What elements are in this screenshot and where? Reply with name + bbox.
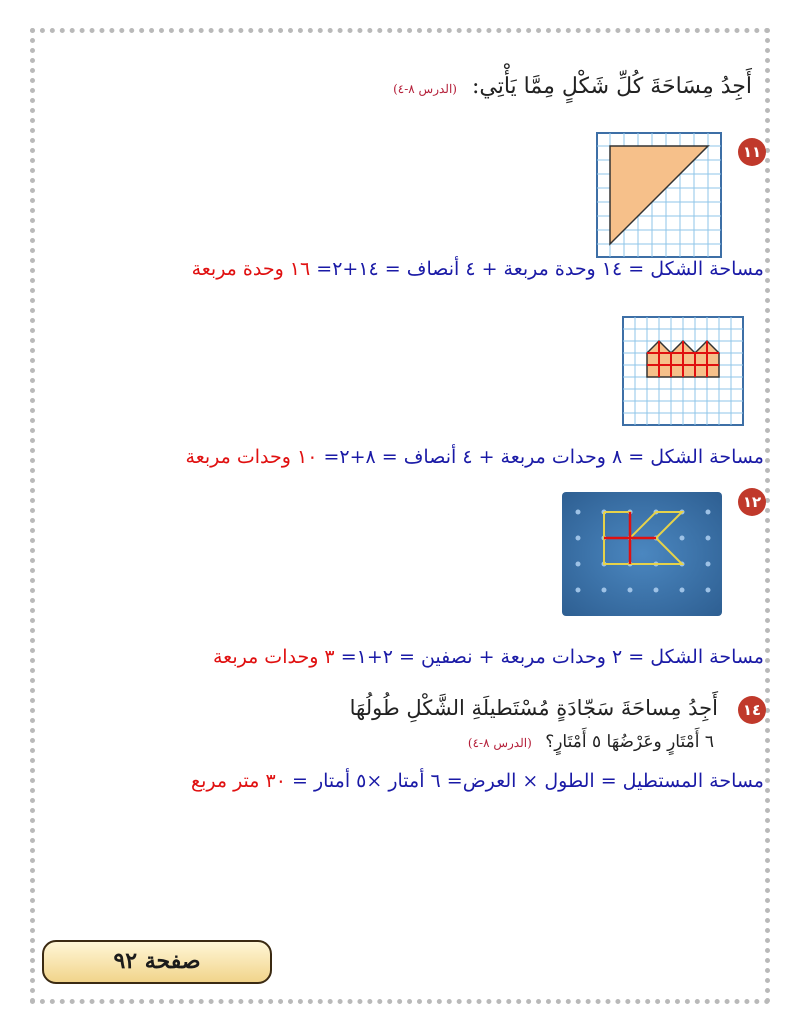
answer-work: مساحة الشكل = ٨ وحدات مربعة + ٤ أنصاف = ٨+٢=: [323, 446, 764, 468]
question-text: ٦ أَمْتَارٍ وعَرْضُهَا ٥ أَمْتَارٍ؟: [545, 732, 714, 752]
answer-work: مساحة الشكل = ١٤ وحدة مربعة + ٤ أنصاف = ١٤+٢=: [316, 258, 764, 280]
answer-result: ١٠ وحدات مربعة: [185, 446, 318, 468]
answer-line: [192, 258, 764, 280]
heading-text: أَجِدُ مِسَاحَةَ كُلِّ شَكْلٍ مِمَّا يَأْتِي:: [471, 74, 752, 99]
question-text-line2: [468, 732, 714, 752]
answer-work: مساحة المستطيل = الطول × العرض= ٦ أمتار ×٥ أمتار =: [291, 770, 764, 792]
question-text-line1: أَجِدُ مِساحَةَ سَجّادَةٍ مُسْتَطيلَةِ الشَّكْلِ طُولُهَا: [349, 696, 718, 720]
answer-result: ١٦ وحدة مربعة: [191, 258, 311, 280]
problem-number-badge: ١٢: [738, 488, 766, 516]
geoboard-figure: [562, 492, 722, 616]
lesson-reference: (الدرس ٨-٤): [393, 82, 457, 96]
answer-work: مساحة الشكل = ٢ وحدات مربعة + نصفين = ٢+١=: [340, 646, 764, 668]
answer-result: ٣ وحدات مربعة: [212, 646, 335, 668]
answer-line: [186, 446, 764, 468]
lesson-reference: (الدرس ٨-٤): [467, 736, 532, 750]
answer-result: ٣٠ متر مربع: [190, 770, 286, 792]
answer-line: [213, 646, 764, 668]
page-number-text: صفحة ٩٢: [113, 948, 201, 974]
problem-number-badge: ١١: [738, 138, 766, 166]
exercise-heading: [393, 74, 752, 99]
house-shape-figure: [622, 316, 744, 426]
page-number-label: [42, 940, 272, 984]
triangle-figure: [596, 132, 722, 258]
answer-line: [191, 770, 764, 792]
problem-number-badge: ١٤: [738, 696, 766, 724]
